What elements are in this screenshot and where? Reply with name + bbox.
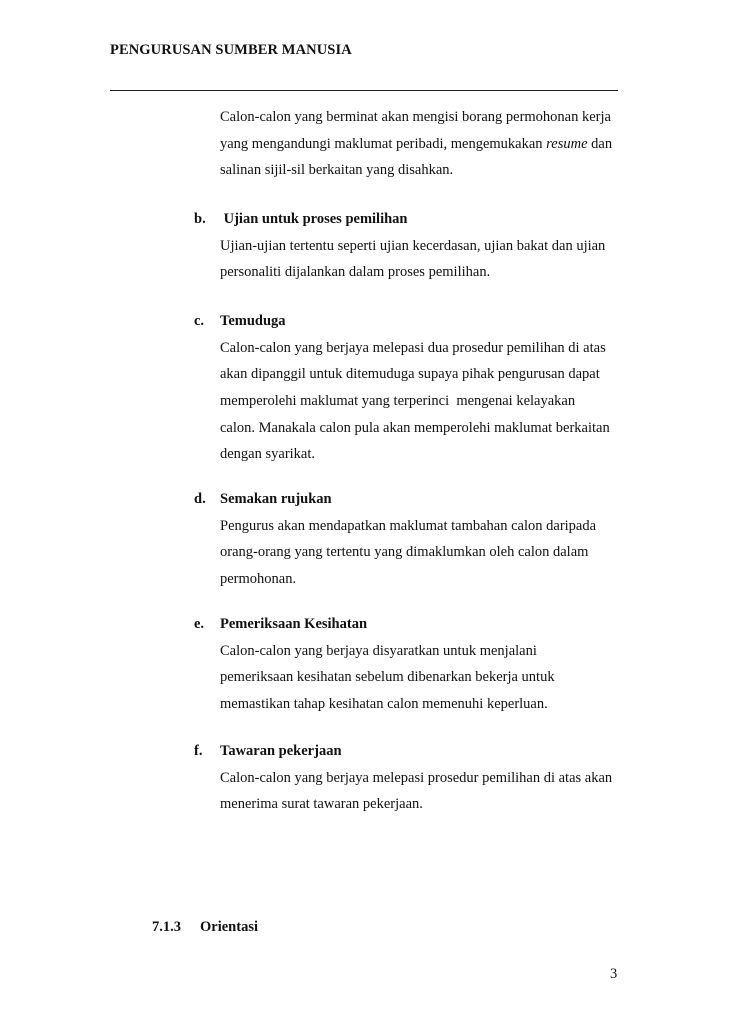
- item-title: Tawaran pekerjaan: [220, 743, 342, 759]
- item-letter-f: f.: [194, 743, 203, 759]
- item-letter-c: c.: [194, 313, 205, 329]
- paragraph-line: Calon-calon yang berjaya melepasi prosedur pemilihan di atas akan: [220, 769, 613, 786]
- intro-paragraph: [220, 107, 630, 187]
- paragraph-line: permohonan.: [220, 571, 297, 588]
- item-d: [220, 489, 630, 596]
- paragraph-line: akan dipanggil untuk ditemuduga supaya pihak pengurusan dapat: [220, 366, 600, 383]
- header-divider: [110, 90, 618, 91]
- paragraph-line: menerima surat tawaran pekerjaan.: [220, 796, 423, 813]
- paragraph-line: Ujian-ujian tertentu seperti ujian kecerdasan, ujian bakat dan ujian: [220, 237, 606, 254]
- item-title: Semakan rujukan: [220, 491, 332, 507]
- paragraph-line: pemeriksaan kesihatan sebelum dibenarkan bekerja untuk: [220, 669, 555, 686]
- paragraph-line: calon. Manakala calon pula akan memperolehi maklumat berkaitan: [220, 419, 610, 436]
- item-title: Pemeriksaan Kesihatan: [220, 616, 368, 632]
- paragraph-line: Calon-calon yang berjaya melepasi dua prosedur pemilihan di atas: [220, 339, 606, 356]
- subsection-title: Orientasi: [200, 919, 258, 935]
- item-title: Temuduga: [220, 313, 286, 329]
- paragraph-line: salinan sijil-sil berkaitan yang disahkan.: [220, 162, 454, 179]
- item-c: [220, 311, 630, 471]
- item-letter-e: e.: [194, 616, 205, 632]
- paragraph-line: Calon-calon yang berminat akan mengisi borang permohonan kerja: [220, 109, 611, 125]
- paragraph-line: Calon-calon yang berjaya disyaratkan untuk menjalani: [220, 642, 537, 659]
- page-number: 3: [610, 966, 618, 982]
- item-b: [220, 209, 630, 289]
- paragraph-line: orang-orang yang tertentu yang dimaklumkan oleh calon dalam: [220, 544, 589, 561]
- item-letter-d: d.: [194, 491, 206, 507]
- item-title: Ujian untuk proses pemilihan: [220, 211, 408, 227]
- item-letter-b: b.: [194, 211, 206, 227]
- running-header-title: PENGURUSAN SUMBER MANUSIA: [110, 42, 352, 58]
- paragraph-line: Pengurus akan mendapatkan maklumat tambahan calon daripada: [220, 517, 597, 534]
- paragraph-line: memperolehi maklumat yang terperinci mengenai kelayakan: [220, 393, 576, 410]
- item-f: [220, 741, 630, 821]
- paragraph-line: yang mengandungi maklumat peribadi, mengemukakan resume dan: [220, 135, 613, 152]
- paragraph-line: personaliti dijalankan dalam proses pemilihan.: [220, 264, 491, 281]
- subsection-number: 7.1.3: [152, 919, 181, 935]
- paragraph-line: memastikan tahap kesihatan calon memenuhi keperluan.: [220, 696, 548, 713]
- item-e: [220, 614, 630, 721]
- italic-term: resume: [546, 135, 588, 152]
- paragraph-line: dengan syarikat.: [220, 446, 316, 463]
